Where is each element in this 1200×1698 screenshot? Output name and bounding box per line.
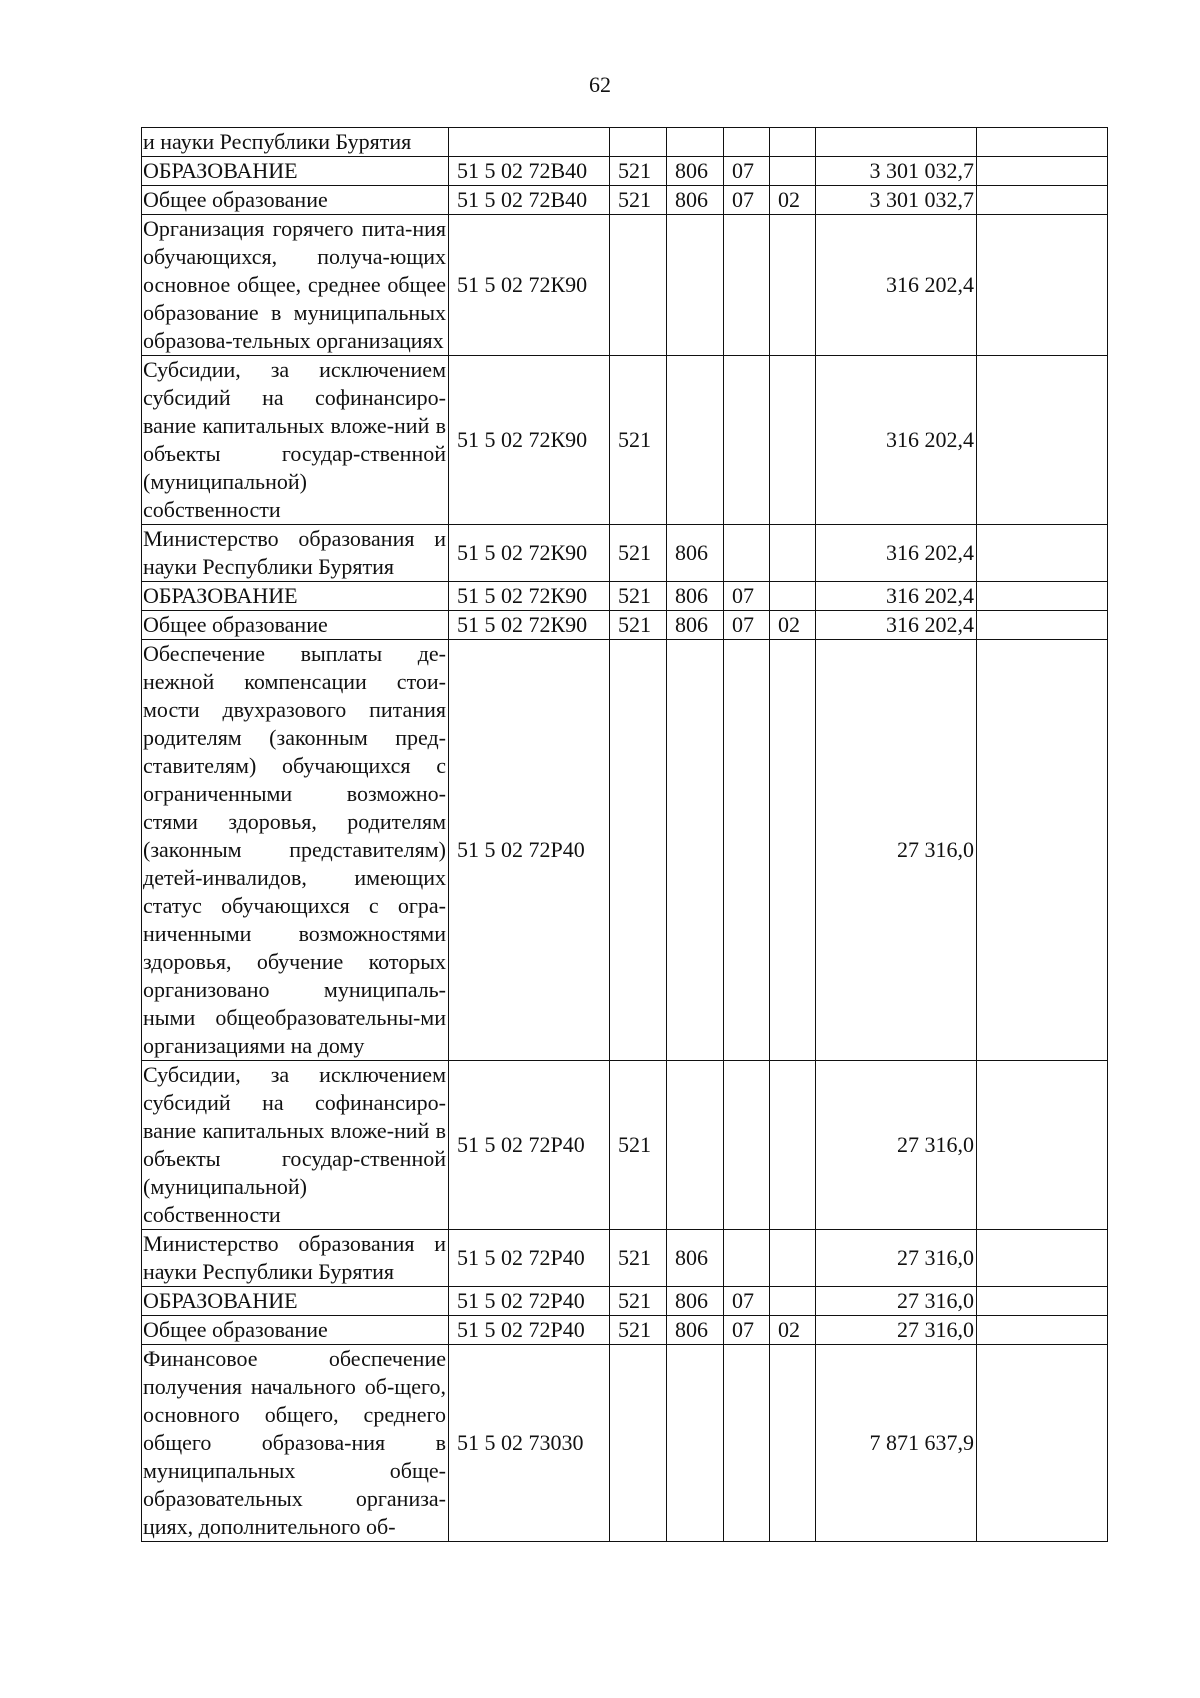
row-name: Финансовое обеспечение получения начального об-щего, основного общего, среднего общего образова-ния в муниципальных обще-образовательных организа-циях, дополнительного об- [142,1345,449,1542]
table-row [142,186,1108,215]
expense-type-cell: 521 [610,186,667,215]
ministry-code-cell: 806 [667,157,724,186]
section-cell [724,356,770,525]
subsection-cell [770,1230,816,1287]
section-cell: 07 [724,157,770,186]
row-name: Субсидии, за исключением субсидий на софинансиро-вание капитальных вложе-ний в объекты государ-ственной (муниципальной) собственности [142,1061,449,1230]
expense-type-cell: 521 [610,525,667,582]
expense-type-cell: 521 [610,1316,667,1345]
extra-cell [977,128,1108,157]
ministry-code-cell: 806 [667,1287,724,1316]
row-name: ОБРАЗОВАНИЕ [142,1287,449,1316]
table-row [142,356,1108,525]
target-code-cell: 51 5 02 72Р40 [449,1061,610,1230]
table-row [142,128,1108,157]
section-cell [724,1345,770,1542]
expense-type-cell: 521 [610,1230,667,1287]
amount-cell: 27 316,0 [816,1061,977,1230]
section-cell: 07 [724,1316,770,1345]
subsection-cell: 02 [770,186,816,215]
page-number: 62 [589,72,611,97]
extra-cell [977,186,1108,215]
expense-type-cell [610,1345,667,1542]
row-name: Общее образование [142,186,449,215]
target-code-cell: 51 5 02 72К90 [449,525,610,582]
amount-cell: 316 202,4 [816,215,977,356]
table-row [142,582,1108,611]
table-row [142,611,1108,640]
expense-type-cell [610,640,667,1061]
ministry-code-cell: 806 [667,525,724,582]
row-name: Организация горячего пита-ния обучающихся, получа-ющих основное общее, среднее общее образование в муниципальных образова-тельных организациях [142,215,449,356]
table-row [142,1230,1108,1287]
subsection-cell [770,215,816,356]
target-code-cell: 51 5 02 73030 [449,1345,610,1542]
ministry-code-cell [667,640,724,1061]
expense-type-cell: 521 [610,356,667,525]
row-name: Общее образование [142,1316,449,1345]
section-cell [724,1230,770,1287]
section-cell [724,128,770,157]
subsection-cell [770,1061,816,1230]
amount-cell: 3 301 032,7 [816,157,977,186]
ministry-code-cell [667,215,724,356]
extra-cell [977,1230,1108,1287]
target-code-cell: 51 5 02 72В40 [449,157,610,186]
extra-cell [977,215,1108,356]
amount-cell: 316 202,4 [816,356,977,525]
subsection-cell [770,1287,816,1316]
expense-type-cell [610,215,667,356]
extra-cell [977,582,1108,611]
table-row [142,525,1108,582]
target-code-cell: 51 5 02 72К90 [449,356,610,525]
extra-cell [977,640,1108,1061]
target-code-cell: 51 5 02 72Р40 [449,1316,610,1345]
amount-cell: 3 301 032,7 [816,186,977,215]
extra-cell [977,1287,1108,1316]
table-row [142,640,1108,1061]
expense-type-cell: 521 [610,582,667,611]
row-name: Министерство образования и науки Республики Бурятия [142,525,449,582]
ministry-code-cell: 806 [667,1316,724,1345]
ministry-code-cell [667,1061,724,1230]
section-cell: 07 [724,582,770,611]
table-row [142,1287,1108,1316]
extra-cell [977,611,1108,640]
expense-type-cell [610,128,667,157]
section-cell [724,640,770,1061]
expense-type-cell: 521 [610,1061,667,1230]
section-cell: 07 [724,1287,770,1316]
budget-table [141,127,1108,1542]
table-row [142,215,1108,356]
subsection-cell [770,582,816,611]
row-name: Обеспечение выплаты де-нежной компенсации стои-мости двухразового питания родителям (законным пред-ставителям) обучающихся с ограниченными возможно-стями здоровья, родителям (законным представителям) детей-инвалидов, имеющих статус обучающихся с огра-ниченными возможностями здоровья, обучение которых организовано муниципаль-ными общеобразовательны-ми организациями на дому [142,640,449,1061]
row-name: ОБРАЗОВАНИЕ [142,157,449,186]
table-row [142,1061,1108,1230]
target-code-cell: 51 5 02 72К90 [449,611,610,640]
ministry-code-cell: 806 [667,582,724,611]
section-cell [724,1061,770,1230]
amount-cell: 316 202,4 [816,525,977,582]
target-code-cell: 51 5 02 72Р40 [449,640,610,1061]
amount-cell [816,128,977,157]
row-name: Общее образование [142,611,449,640]
row-name: Министерство образования и науки Республики Бурятия [142,1230,449,1287]
expense-type-cell: 521 [610,157,667,186]
section-cell: 07 [724,186,770,215]
row-name: ОБРАЗОВАНИЕ [142,582,449,611]
amount-cell: 27 316,0 [816,1316,977,1345]
ministry-code-cell [667,1345,724,1542]
section-cell [724,215,770,356]
section-cell [724,525,770,582]
target-code-cell [449,128,610,157]
table-row [142,157,1108,186]
subsection-cell [770,356,816,525]
subsection-cell [770,1345,816,1542]
subsection-cell [770,157,816,186]
row-name: и науки Республики Бурятия [142,128,449,157]
amount-cell: 316 202,4 [816,611,977,640]
subsection-cell: 02 [770,611,816,640]
amount-cell: 27 316,0 [816,640,977,1061]
subsection-cell: 02 [770,1316,816,1345]
ministry-code-cell: 806 [667,1230,724,1287]
target-code-cell: 51 5 02 72Р40 [449,1230,610,1287]
table-row [142,1345,1108,1542]
extra-cell [977,356,1108,525]
expense-type-cell: 521 [610,1287,667,1316]
section-cell: 07 [724,611,770,640]
ministry-code-cell: 806 [667,611,724,640]
subsection-cell [770,525,816,582]
amount-cell: 316 202,4 [816,582,977,611]
ministry-code-cell: 806 [667,186,724,215]
extra-cell [977,1345,1108,1542]
amount-cell: 7 871 637,9 [816,1345,977,1542]
target-code-cell: 51 5 02 72К90 [449,215,610,356]
target-code-cell: 51 5 02 72Р40 [449,1287,610,1316]
expense-type-cell: 521 [610,611,667,640]
extra-cell [977,1061,1108,1230]
target-code-cell: 51 5 02 72В40 [449,186,610,215]
extra-cell [977,525,1108,582]
target-code-cell: 51 5 02 72К90 [449,582,610,611]
subsection-cell [770,128,816,157]
amount-cell: 27 316,0 [816,1287,977,1316]
table-row [142,1316,1108,1345]
ministry-code-cell [667,128,724,157]
subsection-cell [770,640,816,1061]
ministry-code-cell [667,356,724,525]
extra-cell [977,1316,1108,1345]
amount-cell: 27 316,0 [816,1230,977,1287]
extra-cell [977,157,1108,186]
table-body [142,128,1108,1542]
row-name: Субсидии, за исключением субсидий на софинансиро-вание капитальных вложе-ний в объекты государ-ственной (муниципальной) собственности [142,356,449,525]
